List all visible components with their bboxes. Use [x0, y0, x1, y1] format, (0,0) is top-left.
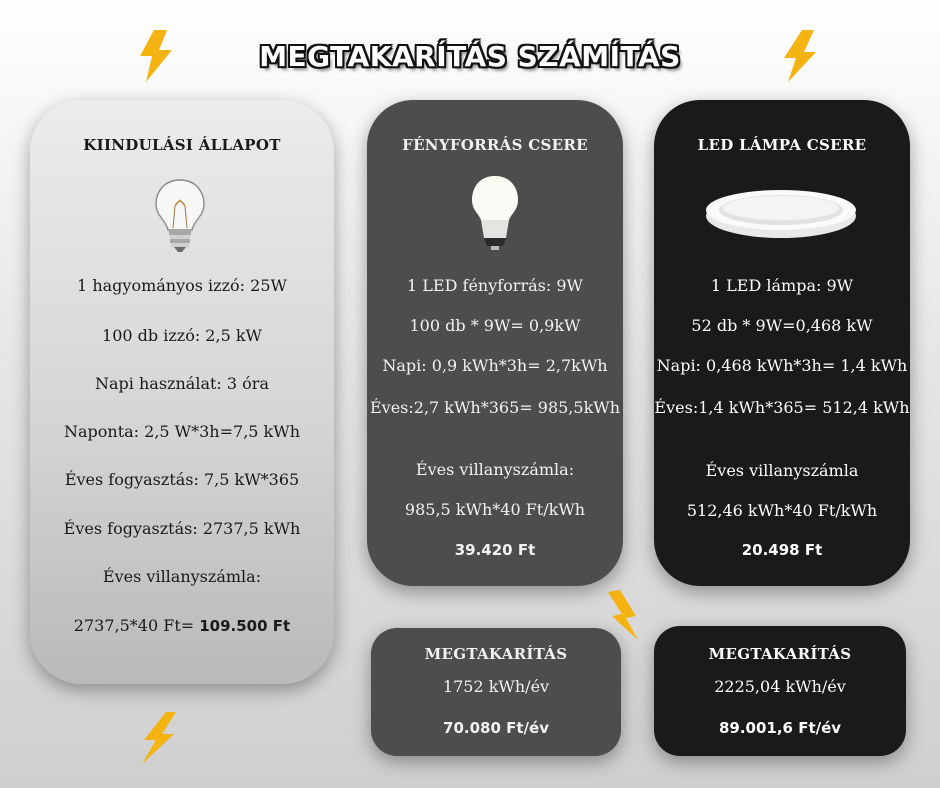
incandescent-bulb-icon	[150, 176, 210, 254]
page-title: MEGTAKARÍTÁS SZÁMÍTÁS	[259, 40, 681, 73]
led-panel-lamp-icon	[704, 186, 858, 244]
savings-led-heading: MEGTAKARÍTÁS	[708, 645, 852, 663]
savings-bulb-money: 70.080 Ft/év	[443, 719, 549, 737]
savings-led-card	[654, 626, 906, 756]
led-lamp-card	[654, 100, 910, 586]
led-lamp-line: 52 db * 9W=0,468 kW	[691, 316, 873, 335]
savings-bulb-heading: MEGTAKARÍTÁS	[424, 645, 568, 663]
baseline-line: 100 db izzó: 2,5 kW	[102, 326, 262, 345]
led-lamp-line: Napi: 0,468 kWh*3h= 1,4 kWh	[656, 356, 908, 375]
savings-bulb-card	[371, 628, 621, 756]
baseline-line: Éves fogyasztás: 2737,5 kWh	[63, 519, 301, 538]
baseline-bill-formula: 2737,5*40 Ft=	[73, 616, 200, 635]
savings-bulb-energy: 1752 kWh/év	[442, 677, 550, 696]
baseline-bill	[30, 616, 334, 635]
bulb-swap-line: 1 LED fényforrás: 9W	[407, 276, 583, 295]
baseline-bill-total: 109.500 Ft	[199, 617, 291, 635]
led-lamp-line: 1 LED lámpa: 9W	[710, 276, 854, 295]
bulb-swap-line: Éves villanyszámla:	[415, 460, 575, 479]
bulb-swap-line: Napi: 0,9 kWh*3h= 2,7kWh	[382, 356, 608, 375]
baseline-line: Napi használat: 3 óra	[95, 374, 269, 393]
baseline-line: Éves villanyszámla:	[102, 567, 262, 586]
led-lamp-heading: LED LÁMPA CSERE	[697, 136, 867, 154]
led-lamp-line: 512,46 kWh*40 Ft/kWh	[686, 501, 878, 520]
savings-led-money: 89.001,6 Ft/év	[718, 719, 842, 737]
led-lamp-line: Éves villanyszámla	[705, 461, 859, 480]
led-lamp-total: 20.498 Ft	[741, 541, 823, 559]
baseline-card	[30, 100, 334, 684]
baseline-line: Naponta: 2,5 W*3h=7,5 kWh	[63, 422, 300, 441]
lightning-bolt-icon	[136, 710, 180, 766]
bulb-swap-heading: FÉNYFORRÁS CSERE	[402, 136, 588, 154]
bulb-swap-line: Éves:2,7 kWh*365= 985,5kWh	[369, 398, 621, 417]
bulb-swap-line: 985,5 kWh*40 Ft/kWh	[404, 500, 586, 519]
baseline-heading: KIINDULÁSI ÁLLAPOT	[83, 136, 281, 154]
lightning-bolt-icon	[778, 28, 822, 84]
lightning-bolt-icon	[134, 28, 178, 84]
led-bulb-icon	[467, 172, 523, 252]
led-lamp-line: Éves:1,4 kWh*365= 512,4 kWh	[654, 398, 910, 417]
bulb-swap-line: 100 db * 9W= 0,9kW	[409, 316, 581, 335]
bulb-swap-card	[367, 100, 623, 586]
baseline-line: 1 hagyományos izzó: 25W	[77, 276, 287, 295]
baseline-line: Éves fogyasztás: 7,5 kW*365	[64, 470, 300, 489]
savings-led-energy: 2225,04 kWh/év	[714, 677, 846, 696]
bulb-swap-total: 39.420 Ft	[454, 541, 536, 559]
